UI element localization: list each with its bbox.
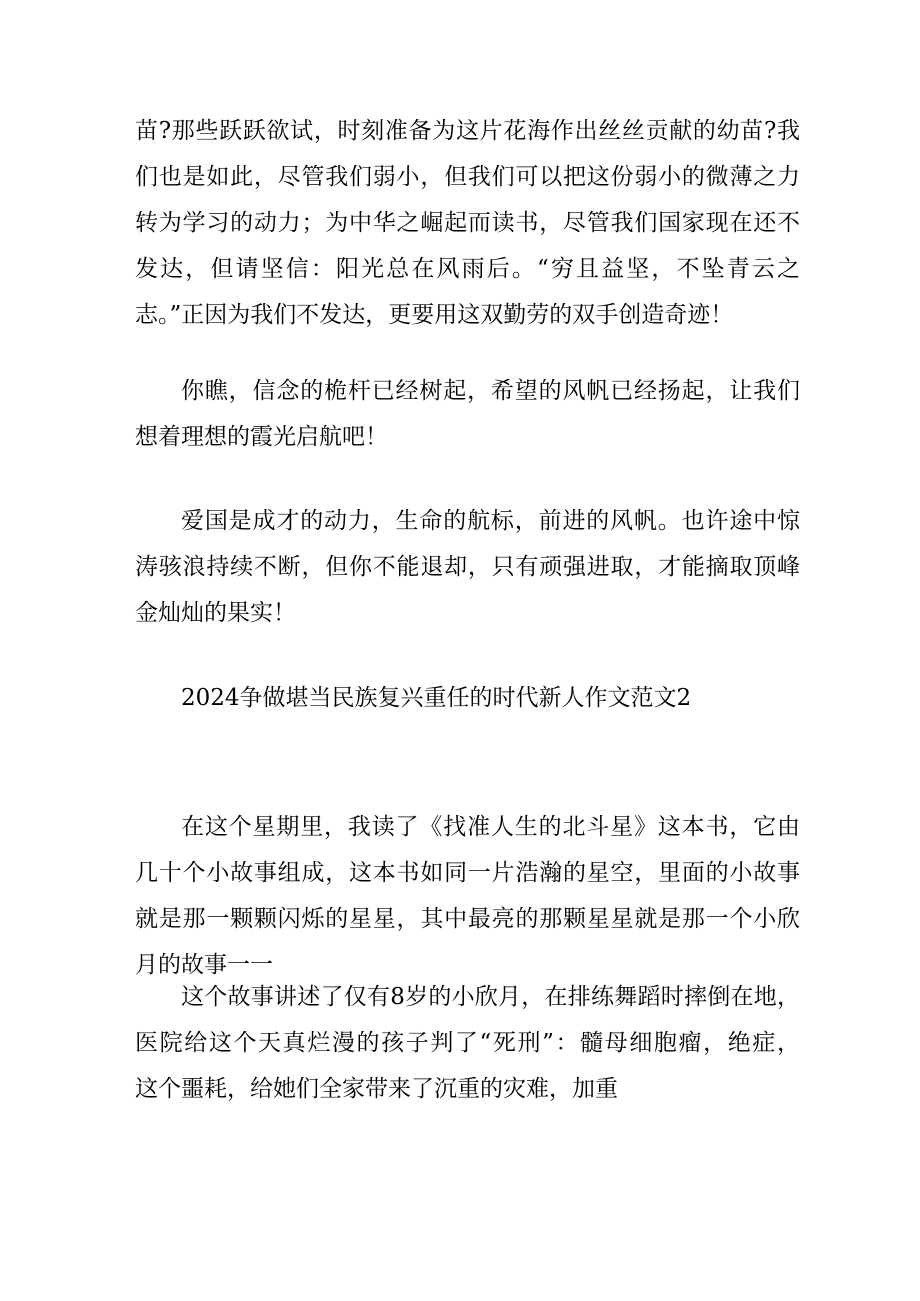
paragraph-line: 志。”正因为我们不发达，更要用这双勤劳的双手创造奇迹！ [135, 302, 734, 328]
paragraph-line: 医院给这个天真烂漫的孩子判了“死刑”：髓母细胞瘤，绝症， [135, 1030, 800, 1056]
paragraph-4 [135, 804, 800, 988]
paragraph-line: 几十个小故事组成，这本书如同一片浩瀚的星空，里面的小故事 [135, 860, 800, 886]
paragraph-line: 这个故事讲述了仅有8岁的小欣月，在排练舞蹈时摔倒在地， [181, 984, 800, 1010]
paragraph-line: 金灿灿的果实！ [135, 600, 296, 626]
paragraph-line: 爱国是成才的动力，生命的航标，前进的风帆。也许途中惊 [181, 508, 800, 534]
paragraph-line: 发达，但请坚信：阳光总在风雨后。“穷且益坚，不坠青云之 [135, 256, 800, 282]
paragraph-1 [135, 108, 800, 338]
paragraph-line: 们也是如此，尽管我们弱小，但我们可以把这份弱小的微薄之力 [135, 164, 800, 190]
paragraph-line: 月的故事一一 [135, 952, 273, 978]
paragraph-line: 涛骇浪持续不断，但你不能退却，只有顽强进取，才能摘取顶峰 [135, 554, 800, 580]
paragraph-line: 苗?那些跃跃欲试，时刻准备为这片花海作出丝丝贡献的幼苗?我 [135, 118, 800, 144]
paragraph-3 [135, 498, 800, 636]
paragraph-line: 在这个星期里，我读了《找准人生的北斗星》这本书，它由 [181, 814, 800, 840]
paragraph-2 [135, 368, 800, 460]
section-heading [135, 675, 800, 721]
section-heading-text: 2024争做堪当民族复兴重任的时代新人作文范文2 [181, 685, 692, 711]
paragraph-line: 转为学习的动力；为中华之崛起而读书，尽管我们国家现在还不 [135, 210, 800, 236]
paragraph-line: 想着理想的霞光启航吧！ [135, 424, 388, 450]
paragraph-line: 你瞧，信念的桅杆已经树起，希望的风帆已经扬起，让我们 [181, 378, 800, 404]
paragraph-line: 这个噩耗，给她们全家带来了沉重的灾难，加重 [135, 1076, 618, 1102]
paragraph-5 [135, 974, 800, 1112]
paragraph-line: 就是那一颗颗闪烁的星星，其中最亮的那颗星星就是那一个小欣 [135, 906, 800, 932]
